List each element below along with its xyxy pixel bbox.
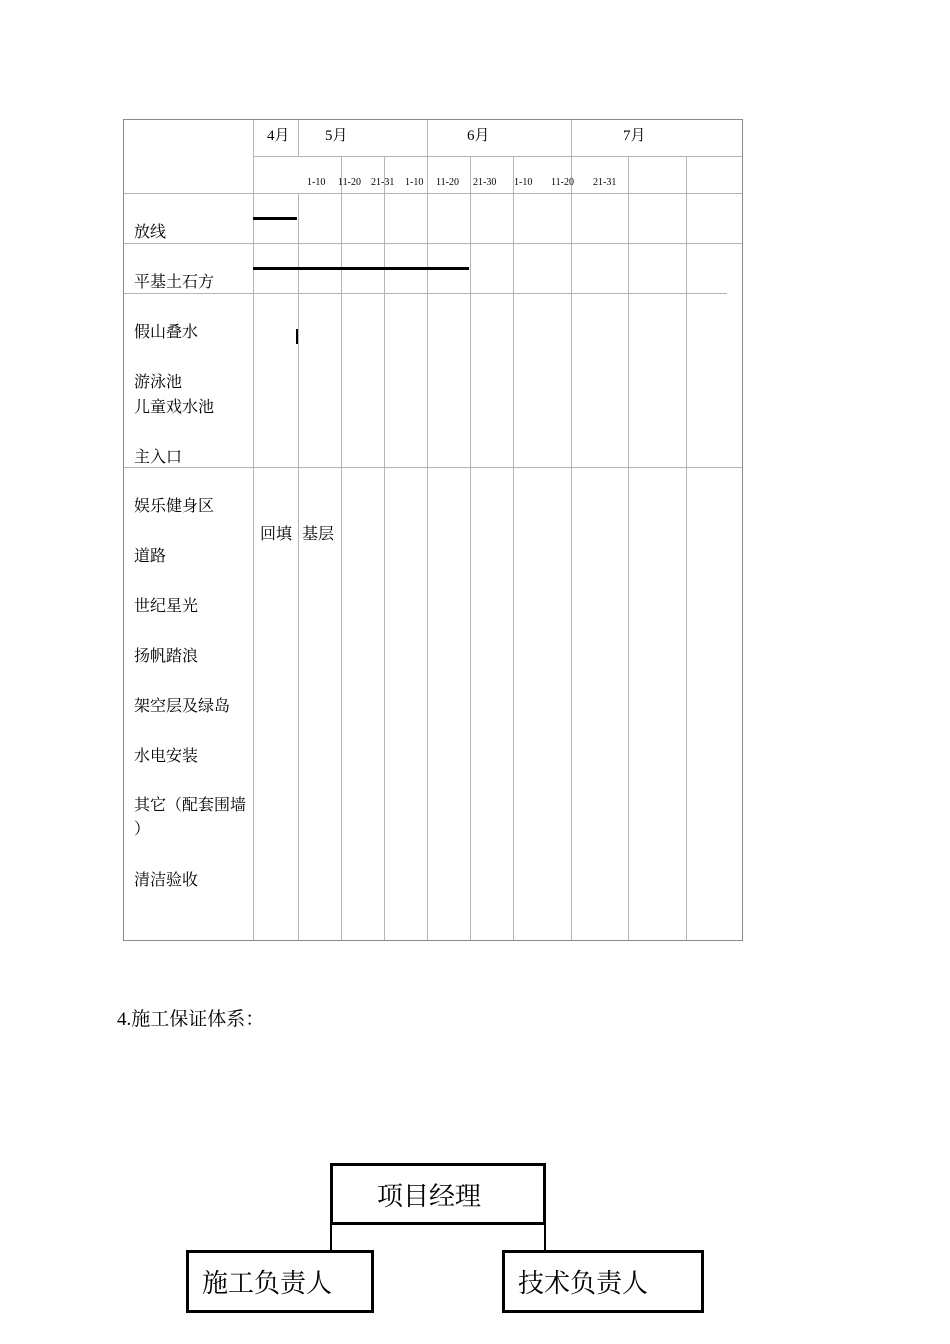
task-label: 主入口 (134, 449, 183, 466)
grid-line (253, 120, 254, 940)
gantt-bar-pingji (253, 267, 469, 270)
task-label: 道路 (134, 548, 167, 565)
period-header: 21-31 (593, 177, 617, 188)
org-box-technical-lead (502, 1250, 704, 1313)
cell-note-backfill: 回填 (260, 526, 293, 543)
task-label: 儿童戏水池 (134, 399, 215, 416)
task-label: 世纪星光 (134, 598, 199, 615)
org-box-label: 技术负责人 (518, 1269, 649, 1298)
grid-line (341, 156, 342, 940)
task-label: 平基土石方 (134, 274, 215, 291)
task-label: 假山叠水 (134, 324, 199, 341)
grid-line (513, 156, 514, 940)
period-header: 21-30 (473, 177, 497, 188)
section-heading: 4.施工保证体系： (117, 1009, 265, 1030)
task-label: 游泳池 (134, 374, 183, 391)
task-label: 水电安装 (134, 748, 199, 765)
period-header: 11-20 (551, 177, 574, 188)
org-box-construction-lead (186, 1250, 374, 1313)
period-header: 1-10 (405, 177, 424, 188)
task-label: 清洁验收 (134, 872, 199, 889)
period-header: 11-20 (436, 177, 459, 188)
month-header-jul: 7月 (623, 128, 646, 144)
grid-line (470, 156, 471, 940)
grid-line (628, 156, 629, 940)
grid-line (298, 120, 299, 156)
task-label: 放线 (134, 224, 167, 241)
task-label: 娱乐健身区 (134, 498, 215, 515)
period-header: 11-20 (338, 177, 361, 188)
task-label: 其它（配套围墙 (134, 797, 247, 814)
org-box-label: 项目经理 (377, 1181, 482, 1211)
grid-line (124, 293, 727, 294)
org-box-label: 施工负责人 (202, 1269, 333, 1298)
cell-note-base-layer: 基层 (302, 526, 335, 543)
task-label: ） (134, 821, 151, 838)
gantt-bar-fangxian (253, 217, 297, 220)
period-header: 21-31 (371, 177, 395, 188)
grid-line (571, 120, 572, 940)
month-header-apr: 4月 (267, 128, 290, 144)
org-box-project-manager (330, 1163, 546, 1225)
gantt-bar-jiashan (296, 329, 298, 344)
task-label: 架空层及绿岛 (134, 698, 231, 715)
period-header: 1-10 (307, 177, 326, 188)
grid-line (124, 467, 742, 468)
grid-line (124, 193, 742, 194)
grid-line (298, 193, 299, 940)
month-header-may: 5月 (325, 128, 348, 144)
grid-line (124, 243, 742, 244)
grid-line (686, 156, 687, 940)
grid-line (384, 156, 385, 940)
period-header: 1-10 (514, 177, 533, 188)
month-header-jun: 6月 (467, 128, 490, 144)
task-label: 扬帆踏浪 (134, 648, 199, 665)
grid-line (427, 120, 428, 940)
grid-line (253, 156, 742, 157)
